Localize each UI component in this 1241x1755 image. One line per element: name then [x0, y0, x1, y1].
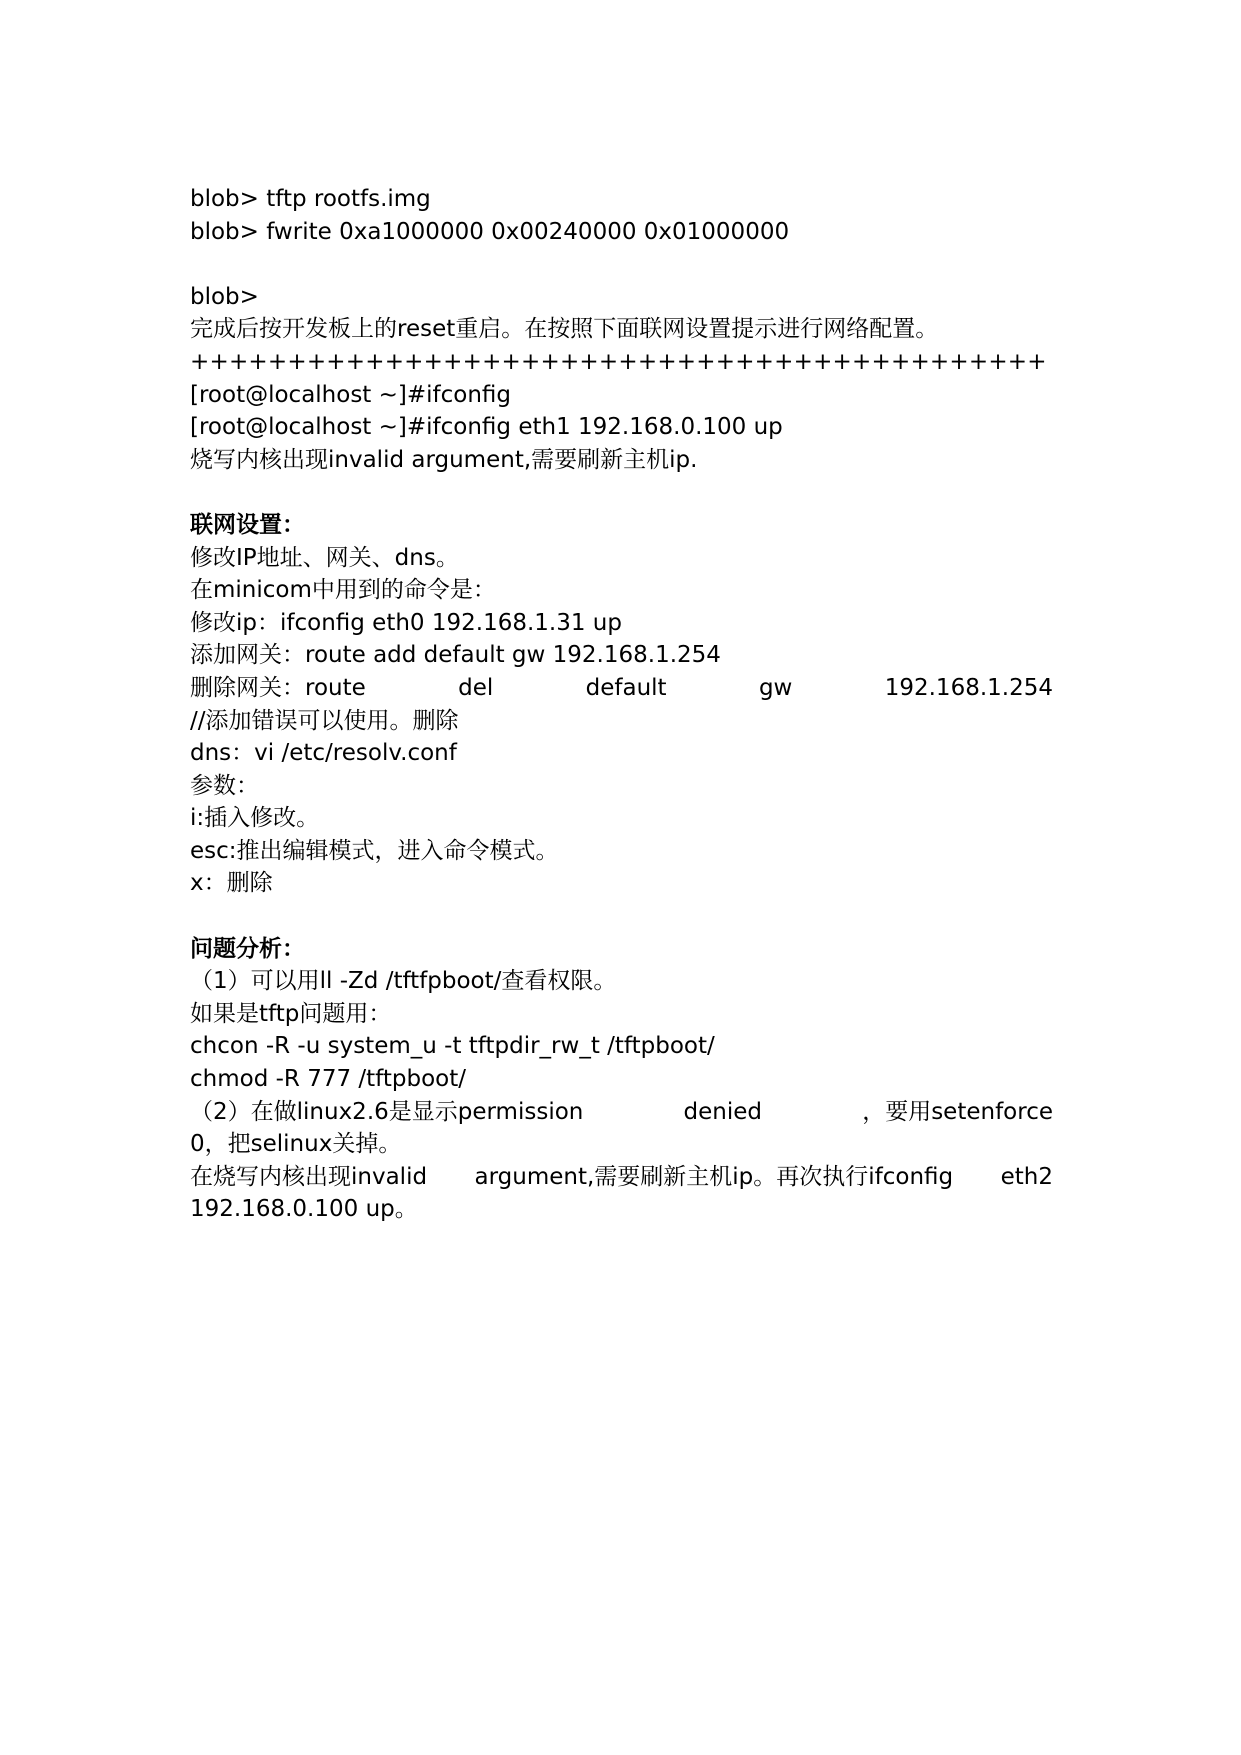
- reflash-kernel-part: argument,需要刷新主机ip。再次执行ifconfig: [474, 1163, 954, 1190]
- ip-up-line: 192.168.0.100 up。: [190, 1196, 418, 1223]
- tftp-command-line: blob> tftp rootfs.img: [190, 186, 431, 212]
- ifconfig-eth1-command-line: [root@localhost ~]#ifconfig eth1 192.168.0.100 up: [190, 414, 783, 441]
- delete-gateway-part: gw: [758, 674, 793, 701]
- invalid-argument-note: 烧写内核出现invalid argument,需要刷新主机ip.: [190, 446, 698, 473]
- dns-line: dns：vi /etc/resolv.conf: [190, 740, 457, 767]
- delete-gateway-line: [190, 672, 1053, 705]
- reset-instruction-line: 完成后按开发板上的reset重启。在按照下面联网设置提示进行网络配置。: [190, 316, 939, 343]
- problem-analysis-heading: 问题分析：: [190, 935, 305, 962]
- network-line-2: 在minicom中用到的命令是：: [190, 577, 496, 604]
- reflash-kernel-part: 在烧写内核出现invalid: [190, 1163, 428, 1190]
- permission-denied-part: denied: [683, 1098, 763, 1125]
- blank-line: [190, 248, 1053, 281]
- blob-prompt-line: blob>: [190, 283, 259, 310]
- chmod-command-line: chmod -R 777 /tftpboot/: [190, 1066, 466, 1093]
- delete-gateway-part: default: [585, 674, 667, 701]
- param-i-line: i:插入修改。: [190, 805, 320, 832]
- params-label: 参数：: [190, 772, 259, 799]
- delete-gateway-part: del: [458, 674, 494, 701]
- add-gateway-line: 添加网关：route add default gw 192.168.1.254: [190, 642, 721, 669]
- blank-line: [190, 900, 1053, 933]
- network-line-1: 修改IP地址、网关、dns。: [190, 544, 459, 571]
- param-x-line: x：删除: [190, 870, 273, 897]
- delete-gateway-part: 删除网关：route: [190, 674, 366, 701]
- permission-denied-part: ，要用setenforce: [862, 1098, 1053, 1125]
- separator-line: ++++++++++++++++++++++++++++++++++++++++++++: [190, 348, 1047, 375]
- analysis-line-2: 如果是tftp问题用：: [190, 1000, 392, 1027]
- delete-gateway-part: 192.168.1.254: [884, 674, 1053, 701]
- analysis-line-1: （1）可以用ll -Zd /tftfpboot/查看权限。: [190, 968, 617, 995]
- permission-denied-part: （2）在做linux2.6是显示permission: [190, 1098, 584, 1125]
- chcon-command-line: chcon -R -u system_u -t tftpdir_rw_t /tftpboot/: [190, 1033, 715, 1060]
- blank-line: [190, 476, 1053, 509]
- document-body: [190, 183, 1053, 1226]
- network-settings-heading: 联网设置：: [190, 511, 305, 538]
- modify-ip-line: 修改ip：ifconfig eth0 192.168.1.31 up: [190, 609, 622, 636]
- fwrite-command-line: blob> fwrite 0xa1000000 0x00240000 0x01000000: [190, 218, 790, 245]
- permission-denied-line: [190, 1096, 1053, 1129]
- reflash-kernel-line: [190, 1161, 1053, 1194]
- reflash-kernel-part: eth2: [1000, 1163, 1053, 1190]
- selinux-line: 0，把selinux关掉。: [190, 1131, 402, 1158]
- ifconfig-command-line: [root@localhost ~]#ifconfig: [190, 381, 512, 408]
- comment-line: //添加错误可以使用。删除: [190, 707, 459, 734]
- param-esc-line: esc:推出编辑模式，进入命令模式。: [190, 837, 559, 864]
